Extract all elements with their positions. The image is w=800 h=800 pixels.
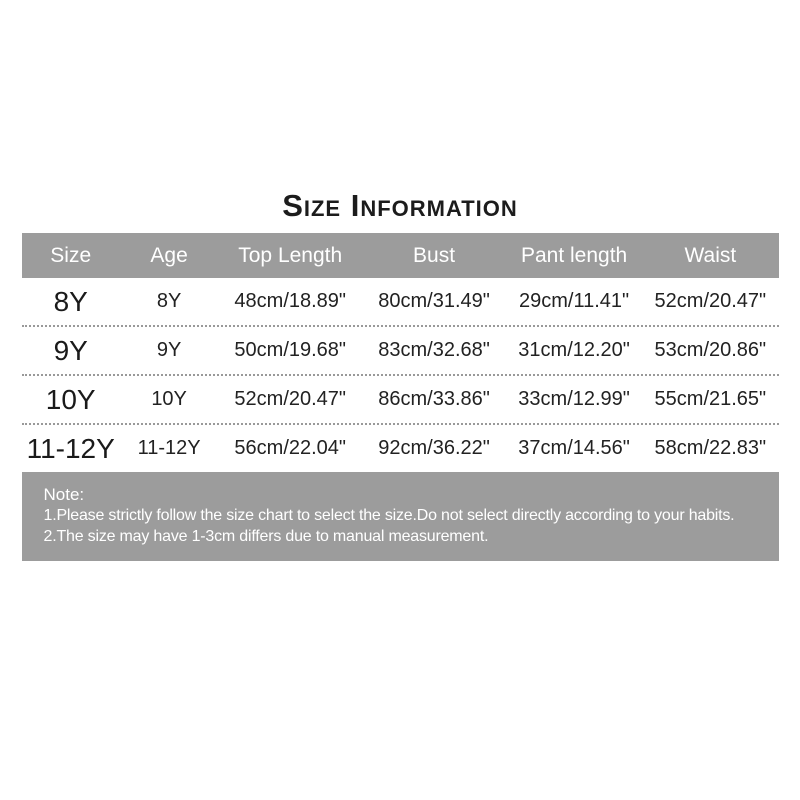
size-table	[22, 233, 779, 472]
note-label: Note:	[43, 485, 85, 504]
column-header-bust: Bust	[413, 243, 456, 267]
cell-size: 8Y	[53, 285, 88, 317]
cell-top-length: 50cm/19.68"	[234, 339, 347, 361]
cell-age: 11-12Y	[137, 437, 201, 459]
column-header-top-length: Top Length	[238, 243, 343, 267]
cell-age: 9Y	[156, 339, 182, 361]
cell-waist: 52cm/20.47"	[654, 290, 767, 312]
cell-pant-length: 33cm/12.99"	[518, 388, 630, 410]
cell-size: 11-12Y	[26, 432, 115, 464]
cell-waist: 58cm/22.83"	[654, 437, 767, 459]
cell-waist: 55cm/21.65"	[654, 388, 767, 410]
cell-bust: 80cm/31.49"	[378, 290, 490, 312]
cell-bust: 83cm/32.68"	[378, 339, 490, 361]
table-row	[22, 278, 779, 327]
cell-waist: 53cm/20.86"	[654, 339, 767, 361]
note-section	[22, 472, 779, 561]
cell-top-length: 52cm/20.47"	[234, 388, 347, 410]
note-line-1: 1.Please strictly follow the size chart to select the size.Do not select directly according to your habits.	[43, 507, 735, 524]
cell-age: 8Y	[156, 290, 182, 312]
column-header-waist: Waist	[684, 243, 737, 267]
cell-age: 10Y	[151, 388, 187, 410]
page-title: Size Information	[282, 188, 518, 223]
cell-pant-length: 37cm/14.56"	[518, 437, 630, 459]
column-header-age: Age	[150, 243, 188, 267]
cell-size: 9Y	[53, 334, 88, 366]
cell-size: 10Y	[45, 383, 96, 415]
column-header-size: Size	[50, 243, 92, 267]
table-row	[22, 327, 779, 376]
cell-pant-length: 31cm/12.20"	[518, 339, 630, 361]
cell-top-length: 48cm/18.89"	[234, 290, 347, 312]
cell-top-length: 56cm/22.04"	[234, 437, 347, 459]
cell-pant-length: 29cm/11.41"	[519, 290, 630, 312]
table-row	[22, 425, 779, 472]
note-line-2: 2.The size may have 1-3cm differs due to manual measurement.	[43, 528, 489, 545]
cell-bust: 92cm/36.22"	[378, 437, 490, 459]
column-header-pant-length: Pant length	[520, 243, 628, 267]
size-table-header-row	[22, 233, 779, 278]
cell-bust: 86cm/33.86"	[378, 388, 490, 410]
table-row	[22, 376, 779, 425]
